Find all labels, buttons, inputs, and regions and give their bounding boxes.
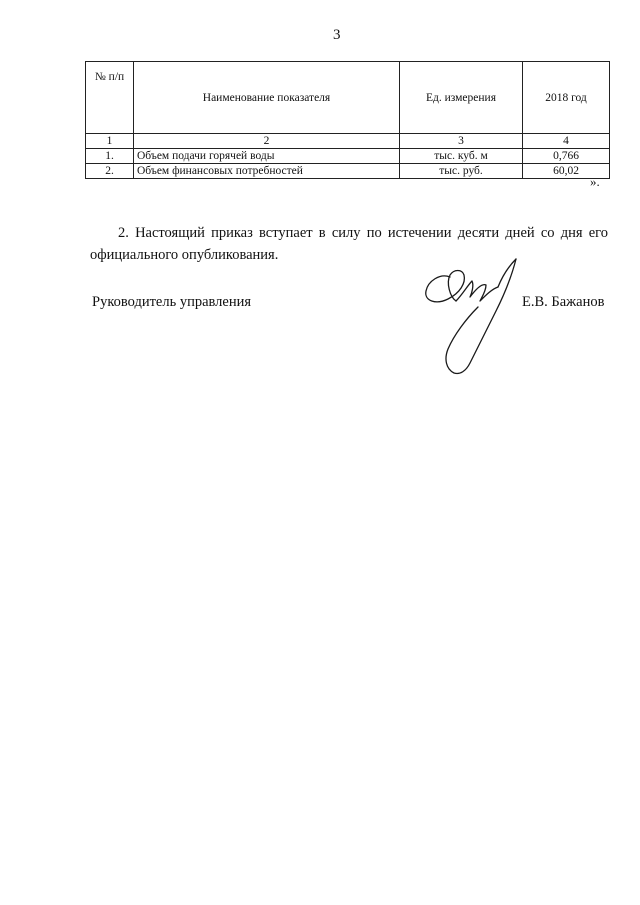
row-number: 2. bbox=[86, 164, 134, 179]
unit: тыс. руб. bbox=[400, 164, 523, 179]
indicators-table bbox=[85, 61, 610, 179]
column-number: 1 bbox=[86, 134, 134, 149]
header-year: 2018 год bbox=[523, 62, 610, 134]
table-column-numbers-row bbox=[86, 134, 610, 149]
column-number: 3 bbox=[400, 134, 523, 149]
header-indicator: Наименование показателя bbox=[134, 62, 400, 134]
signer-position: Руководитель управления bbox=[92, 294, 252, 310]
indicator-name: Объем подачи горячей воды bbox=[134, 149, 400, 164]
signer-name: Е.В. Бажанов bbox=[522, 294, 605, 310]
header-unit: Ед. измерения bbox=[400, 62, 523, 134]
column-number: 2 bbox=[134, 134, 400, 149]
column-number: 4 bbox=[523, 134, 610, 149]
header-number: № п/п bbox=[86, 62, 134, 134]
page-number: 3 bbox=[333, 27, 341, 43]
table-row bbox=[86, 149, 610, 164]
handwritten-signature bbox=[420, 255, 530, 380]
unit: тыс. куб. м bbox=[400, 149, 523, 164]
row-number: 1. bbox=[86, 149, 134, 164]
order-paragraph: 2. Настоящий приказ вступает в силу по истечении десяти дней со дня его официального опубликования. bbox=[90, 225, 608, 263]
closing-quote: ». bbox=[590, 174, 600, 189]
value-2018: 0,766 bbox=[523, 149, 610, 164]
indicator-name: Объем финансовых потребностей bbox=[134, 164, 400, 179]
table-row bbox=[86, 164, 610, 179]
value-2018: 60,02 bbox=[523, 164, 610, 179]
table-header-row bbox=[86, 62, 610, 134]
